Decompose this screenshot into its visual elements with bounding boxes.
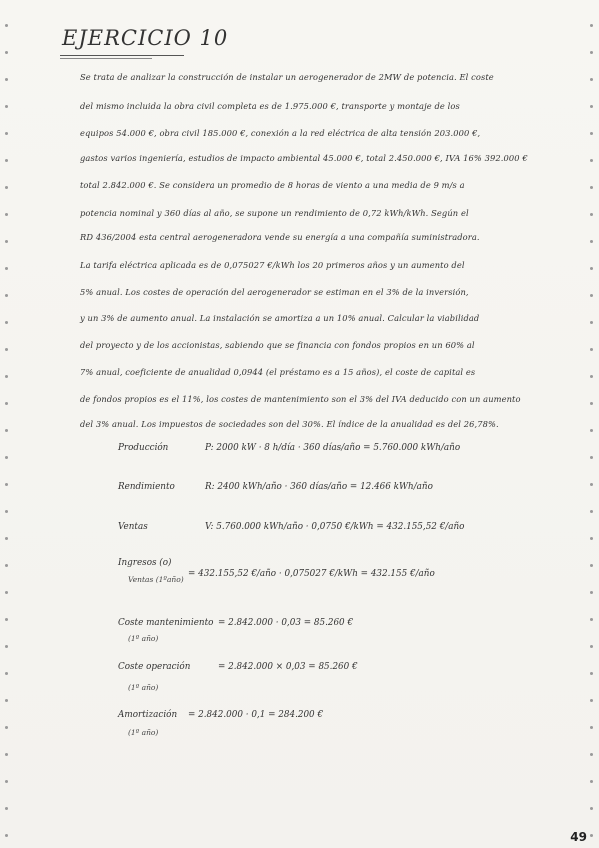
statement-line: del proyecto y de los accionistas, sabiendo que se financia con fondos propios en un 60% al	[80, 340, 475, 350]
binding-hole	[590, 618, 593, 621]
binding-holes-left	[0, 0, 14, 848]
calc-label-sales: Ventas	[118, 522, 148, 532]
binding-hole	[590, 564, 593, 567]
binding-hole	[590, 321, 593, 324]
statement-line: 5% anual. Los costes de operación del aerogenerador se estiman en el 3% de la inversión,	[80, 287, 469, 297]
binding-hole	[5, 645, 8, 648]
binding-hole	[5, 348, 8, 351]
binding-hole	[5, 159, 8, 162]
binding-hole	[5, 834, 8, 837]
binding-hole	[590, 348, 593, 351]
calc-expression-operation-cost: = 2.842.000 × 0,03 = 85.260 €	[218, 662, 358, 672]
binding-hole	[590, 240, 593, 243]
binding-hole	[5, 321, 8, 324]
binding-hole	[5, 564, 8, 567]
statement-line: y un 3% de aumento anual. La instalación se amortiza a un 10% anual. Calcular la viabilidad	[80, 313, 480, 323]
binding-hole	[590, 483, 593, 486]
binding-hole	[590, 429, 593, 432]
calc-label-income: Ingresos (o)	[118, 558, 172, 568]
binding-hole	[590, 51, 593, 54]
binding-hole	[5, 483, 8, 486]
calc-label-performance: Rendimiento	[118, 482, 175, 492]
binding-hole	[5, 294, 8, 297]
binding-hole	[5, 510, 8, 513]
binding-hole	[5, 51, 8, 54]
binding-hole	[590, 24, 593, 27]
binding-hole	[590, 537, 593, 540]
binding-hole	[590, 591, 593, 594]
binding-hole	[5, 699, 8, 702]
statement-line: de fondos propios es el 11%, los costes de mantenimiento son el 3% del IVA deducido con un aumento	[80, 394, 521, 404]
binding-hole	[5, 537, 8, 540]
title-underline-secondary	[60, 58, 152, 59]
binding-hole	[5, 240, 8, 243]
binding-hole	[590, 807, 593, 810]
statement-line: La tarifa eléctrica aplicada es de 0,075027 €/kWh los 20 primeros años y un aumento del	[80, 260, 465, 270]
binding-hole	[590, 699, 593, 702]
calc-label-maintenance-cost: Coste mantenimiento	[118, 618, 214, 628]
binding-hole	[5, 186, 8, 189]
binding-hole	[590, 105, 593, 108]
statement-line: potencia nominal y 360 días al año, se supone un rendimiento de 0,72 kWh/kWh. Según el	[80, 208, 469, 218]
binding-hole	[590, 294, 593, 297]
binding-hole	[5, 429, 8, 432]
binding-hole	[590, 159, 593, 162]
statement-line: total 2.842.000 €. Se considera un promedio de 8 horas de viento a una media de 9 m/s a	[80, 180, 465, 190]
binding-hole	[5, 807, 8, 810]
calc-label-depreciation: Amortización	[118, 710, 178, 720]
statement-line: Se trata de analizar la construcción de instalar un aerogenerador de 2MW de potencia. El coste	[80, 72, 494, 82]
binding-hole	[590, 753, 593, 756]
statement-line: del mismo incluida la obra civil completa es de 1.975.000 €, transporte y montaje de los	[80, 101, 460, 111]
binding-hole	[590, 780, 593, 783]
calc-expression-income: = 432.155,52 €/año · 0,075027 €/kWh = 432.155 €/año	[188, 569, 435, 579]
binding-hole	[590, 186, 593, 189]
binding-hole	[5, 213, 8, 216]
binding-hole	[590, 456, 593, 459]
binding-hole	[5, 132, 8, 135]
binding-hole	[590, 726, 593, 729]
binding-hole	[5, 618, 8, 621]
binding-holes-right	[585, 0, 599, 848]
binding-hole	[590, 645, 593, 648]
calc-sublabel-operation-cost: (1º año)	[128, 683, 159, 692]
binding-hole	[5, 726, 8, 729]
binding-hole	[5, 402, 8, 405]
calc-expression-maintenance-cost: = 2.842.000 · 0,03 = 85.260 €	[218, 618, 354, 628]
binding-hole	[590, 510, 593, 513]
binding-hole	[590, 402, 593, 405]
binding-hole	[590, 834, 593, 837]
calc-label-production: Producción	[118, 443, 169, 453]
binding-hole	[5, 267, 8, 270]
statement-line: equipos 54.000 €, obra civil 185.000 €, conexión a la red eléctrica de alta tensión 203.000 €,	[80, 128, 481, 138]
binding-hole	[5, 78, 8, 81]
binding-hole	[590, 267, 593, 270]
calc-sublabel-depreciation: (1º año)	[128, 728, 159, 737]
page-number: 49	[570, 830, 587, 844]
calc-label-operation-cost: Coste operación	[118, 662, 191, 672]
binding-hole	[590, 375, 593, 378]
binding-hole	[590, 132, 593, 135]
binding-hole	[5, 591, 8, 594]
calc-expression-sales: V: 5.760.000 kWh/año · 0,0750 €/kWh = 432.155,52 €/año	[205, 522, 465, 532]
calc-expression-performance: R: 2400 kWh/año · 360 días/año = 12.466 kWh/año	[205, 482, 433, 492]
statement-line: 7% anual, coeficiente de anualidad 0,0944 (el préstamo es a 15 años), el coste de capital es	[80, 367, 476, 377]
statement-line: gastos varios ingeniería, estudios de impacto ambiental 45.000 €, total 2.450.000 €, IVA 16% 392.000 €	[80, 153, 528, 163]
calc-sublabel-income: Ventas (1ºaño)	[128, 575, 184, 584]
calc-expression-depreciation: = 2.842.000 · 0,1 = 284.200 €	[188, 710, 324, 720]
binding-hole	[5, 24, 8, 27]
binding-hole	[590, 78, 593, 81]
page-title: EJERCICIO 10	[62, 26, 229, 50]
calc-sublabel-maintenance-cost: (1º año)	[128, 634, 159, 643]
binding-hole	[5, 375, 8, 378]
binding-hole	[5, 753, 8, 756]
statement-line: del 3% anual. Los impuestos de sociedades son del 30%. El índice de la anualidad es del 26,78%.	[80, 419, 499, 429]
statement-line: RD 436/2004 esta central aerogeneradora vende su energía a una compañía suministradora.	[80, 232, 480, 242]
binding-hole	[590, 672, 593, 675]
calc-expression-production: P: 2000 kW · 8 h/día · 360 días/año = 5.760.000 kWh/año	[205, 443, 461, 453]
binding-hole	[5, 780, 8, 783]
title-underline	[60, 55, 184, 56]
binding-hole	[590, 213, 593, 216]
binding-hole	[5, 672, 8, 675]
binding-hole	[5, 105, 8, 108]
binding-hole	[5, 456, 8, 459]
